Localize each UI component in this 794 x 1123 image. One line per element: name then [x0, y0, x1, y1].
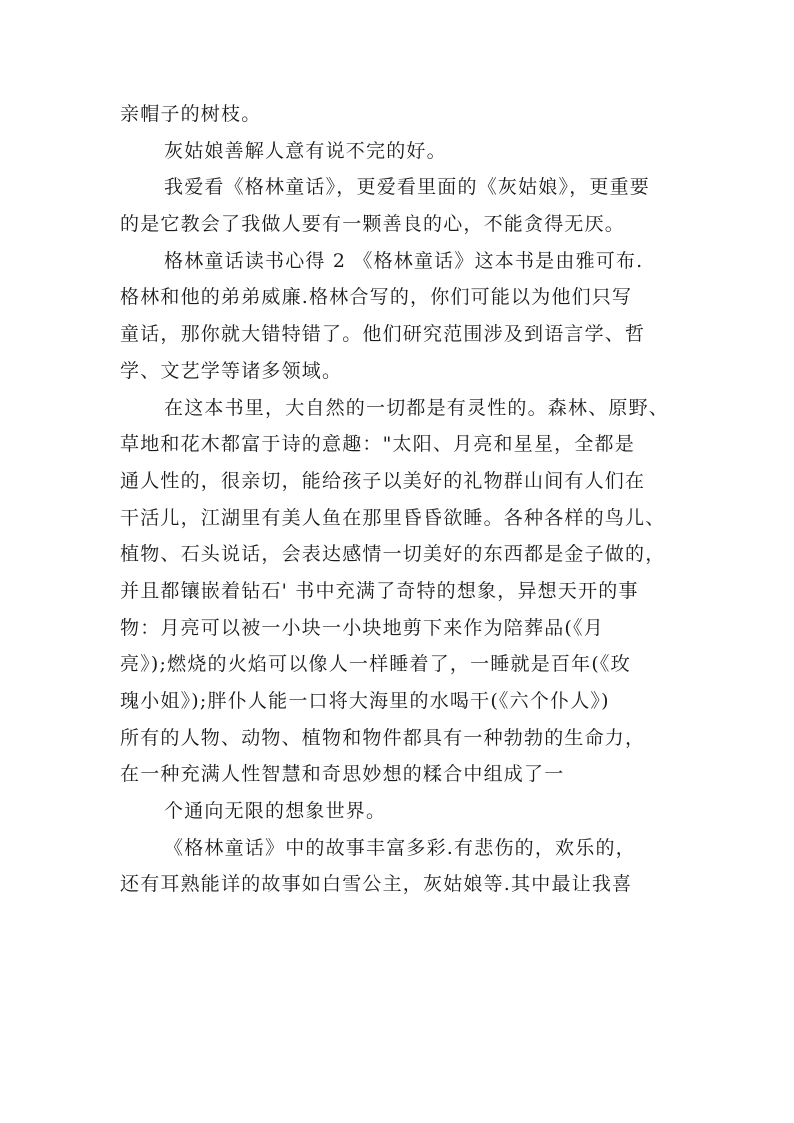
- text-line: 草地和花木都富于诗的意趣："太阳、月亮和星星，全都是: [120, 433, 635, 456]
- text-line: 物：月亮可以被一小块一小块地剪下来作为陪葬品(《月: [120, 616, 604, 639]
- text-line: 瑰小姐》);胖仆人能一口将大海里的水喝干(《六个仆人》): [120, 690, 610, 712]
- text-line: 在一种充满人性智慧和奇思妙想的糅合中组成了一: [120, 763, 565, 786]
- text-line: 格林和他的弟弟威廉.格林合写的，你们可能以为他们只写: [120, 286, 633, 309]
- document-body: [120, 96, 680, 903]
- text-line: 个通向无限的想象世界。: [164, 800, 387, 823]
- text-line: 并且都镶嵌着钻石' 书中充满了奇特的想象，异想天开的事: [120, 579, 639, 602]
- text-line: 亲帽子的树枝。: [120, 103, 262, 125]
- text-line: 植物、石头说话，会表达感情一切美好的东西都是金子做的，: [120, 543, 666, 566]
- text-line: 《格林童话》中的故事丰富多彩.有悲伤的，欢乐的，: [164, 836, 636, 859]
- text-line: 亮》);燃烧的火焰可以像人一样睡着了，一睡就是百年(《玫: [120, 653, 631, 676]
- text-line: 童话，那你就大错特错了。他们研究范围涉及到语言学、哲: [120, 323, 646, 346]
- text-line: 格林童话读书心得 2 《格林童话》这本书是由雅可布.: [164, 249, 644, 272]
- text-line: 的是它教会了我做人要有一颗善良的心，不能贪得无厌。: [120, 213, 626, 236]
- text-line: 灰姑娘善解人意有说不完的好。: [164, 139, 447, 162]
- text-line: 在这本书里，大自然的一切都是有灵性的。森林、原野、: [164, 396, 670, 419]
- text-line: 学、文艺学等诸多领域。: [120, 359, 343, 382]
- text-line: 干活儿，江湖里有美人鱼在那里昏昏欲睡。各种各样的鸟儿、: [120, 506, 666, 529]
- text-line: 所有的人物、动物、植物和物件都具有一种勃勃的生命力，: [120, 726, 646, 749]
- text-line: 通人性的，很亲切，能给孩子以美好的礼物群山间有人们在: [120, 469, 646, 492]
- text-line: 还有耳熟能详的故事如白雪公主，灰姑娘等.其中最让我喜: [120, 873, 633, 896]
- text-line: 我爱看《格林童话》，更爱看里面的《灰姑娘》，更重要: [164, 176, 651, 199]
